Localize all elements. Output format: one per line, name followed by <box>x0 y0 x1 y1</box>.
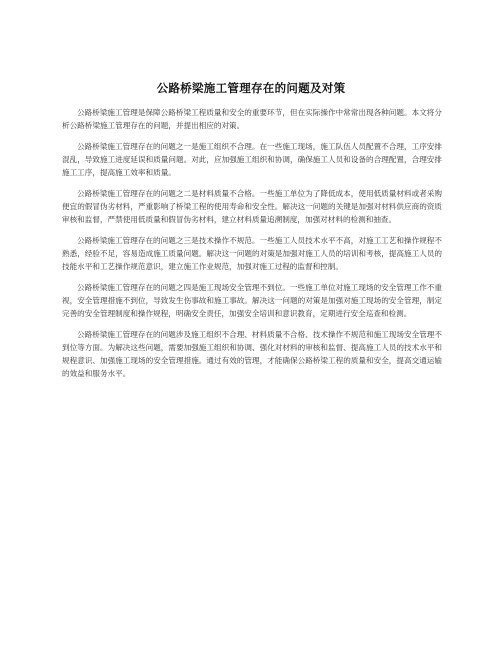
paragraph-intro: 公路桥梁施工管理是保障公路桥梁工程质量和安全的重要环节，但在实际操作中常常出现各种问题。本文将分析公路桥梁施工管理存在的问题，并提出相应的对策。 <box>62 108 442 130</box>
document-title: 公路桥梁施工管理存在的问题及对策 <box>156 81 346 95</box>
paragraph-problem-3: 公路桥梁施工管理存在的问题之三是技术操作不规范。一些施工人员技术水平不高，对施工工艺和操作规程不熟悉，经验不足，容易造成施工质量问题。解决这一问题的对策是加强对施工人员的培训和考核，提高施工人员的技能水平和工艺操作规范意识，建立施工作业规范，加强对施工过程的监督和控制。 <box>62 236 442 271</box>
paragraph-problem-2: 公路桥梁施工管理存在的问题之二是材料质量不合格。一些施工单位为了降低成本，使用低质量材料或者采购便宜的假冒伪劣材料，严重影响了桥梁工程的使用寿命和安全性。解决这一问题的关键是加强对材料供应商的资质审核和监督，严禁使用低质量和假冒伪劣材料，建立材料质量追溯制度，加强对材料的检测和抽查。 <box>62 189 442 224</box>
paragraph-problem-4: 公路桥梁施工管理存在的问题之四是施工现场安全管理不到位。一些施工单位对施工现场的安全管理工作不重视，安全管理措施不到位，导致发生伤事故和施工事故。解决这一问题的对策是加强对施工现场的安全管理，制定完善的安全管理制度和操作规程，明确安全责任，加强安全培训和意识教育，定期进行安全巡查和检测。 <box>62 283 442 318</box>
paragraph-conclusion: 公路桥梁施工管理存在的问题涉及施工组织不合理、材料质量不合格、技术操作不规范和施工现场安全管理不到位等方面。为解决这些问题，需要加强施工组织和协调、强化对材料的审核和监督、提高施工人员的技术水平和规程意识、加强施工现场的安全管理措施。通过有效的管理，才能确保公路桥梁工程的质量和安全，提高交通运输的效益和服务水平。 <box>62 330 442 378</box>
paragraph-problem-1: 公路桥梁施工管理存在的问题之一是施工组织不合理。在一些施工现场，施工队伍人员配置不合理，工序安排混乱，导致施工进度延误和质量问题。对此，应加强施工组织和协调，确保施工人员和设备的合理配置，合理安排施工工序，提高施工效率和质量。 <box>62 142 442 177</box>
document-body <box>62 106 442 388</box>
